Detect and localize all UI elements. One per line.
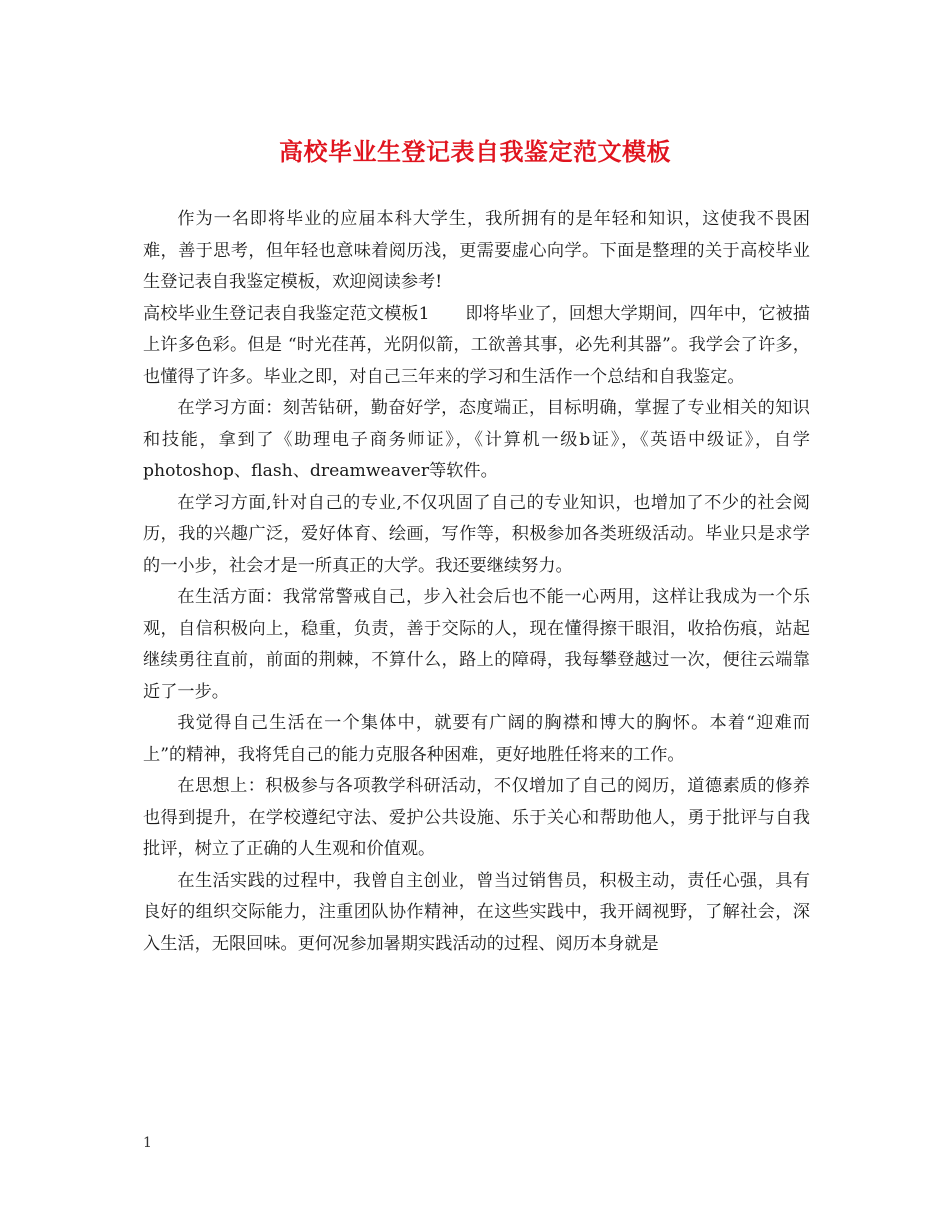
document-title: 高校毕业生登记表自我鉴定范文模板 xyxy=(279,137,671,166)
body-paragraph-practice: 在生活实践的过程中，我曾自主创业，曾当过销售员，积极主动，责任心强，具有良好的组织交际能力，注重团队协作精神，在这些实践中，我开阔视野，了解社会，深入生活，无限回味。更何况参加暑期实践活动的过程、阅历本身就是 xyxy=(143,870,810,954)
section-heading: 高校毕业生登记表自我鉴定范文模板1 xyxy=(143,303,430,324)
section-first-text: 即将毕业了，回想大学期间，四年中，它被描上许多色彩。但是 “时光荏苒，光阴似箭，工欲善其事，必先利其器”。我学会了许多，也懂得了许多。毕业之即，对自己三年来的学习和生活作一个总结和自我鉴定。 xyxy=(143,303,810,387)
section-first-paragraph xyxy=(143,299,810,394)
page-number: 1 xyxy=(143,1135,152,1151)
body-paragraph-collective: 我觉得自己生活在一个集体中，就要有广阔的胸襟和博大的胸怀。本着“迎难而上”的精神，我将凭自己的能力克服各种困难，更好地胜任将来的工作。 xyxy=(143,713,810,765)
body-paragraph-study: 在学习方面：刻苦钻研，勤奋好学，态度端正，目标明确，掌握了专业相关的知识和技能，拿到了《助理电子商务师证》，《计算机一级b证》，《英语中级证》，自学photoshop、flash、dreamweaver等软件。 xyxy=(143,398,810,481)
body-paragraph-life: 在生活方面：我常常警戒自己，步入社会后也不能一心两用，这样让我成为一个乐观，自信积极向上，稳重，负责，善于交际的人，现在懂得擦干眼泪，收拾伤痕，站起继续勇往直前，前面的荆棘，不算什么，路上的障碍，我每攀登越过一次，便往云端靠近了一步。 xyxy=(143,587,810,702)
body-paragraph-thought: 在思想上：积极参与各项教学科研活动，不仅增加了自己的阅历，道德素质的修养也得到提升，在学校遵纪守法、爱护公共设施、乐于关心和帮助他人，勇于批评与自我批评，树立了正确的人生观和价值观。 xyxy=(143,776,810,859)
body-paragraph-study-2: 在学习方面,针对自己的专业,不仅巩固了自己的专业知识，也增加了不少的社会阅历，我的兴趣广泛，爱好体育、绘画，写作等，积极参加各类班级活动。毕业只是求学的一小步，社会才是一所真正的大学。我还要继续努力。 xyxy=(143,492,810,576)
intro-paragraph: 作为一名即将毕业的应届本科大学生，我所拥有的是年轻和知识，这使我不畏困难，善于思考，但年轻也意味着阅历浅，更需要虚心向学。下面是整理的关于高校毕业生登记表自我鉴定模板，欢迎阅读参考! xyxy=(143,209,810,292)
document-body xyxy=(143,204,810,960)
